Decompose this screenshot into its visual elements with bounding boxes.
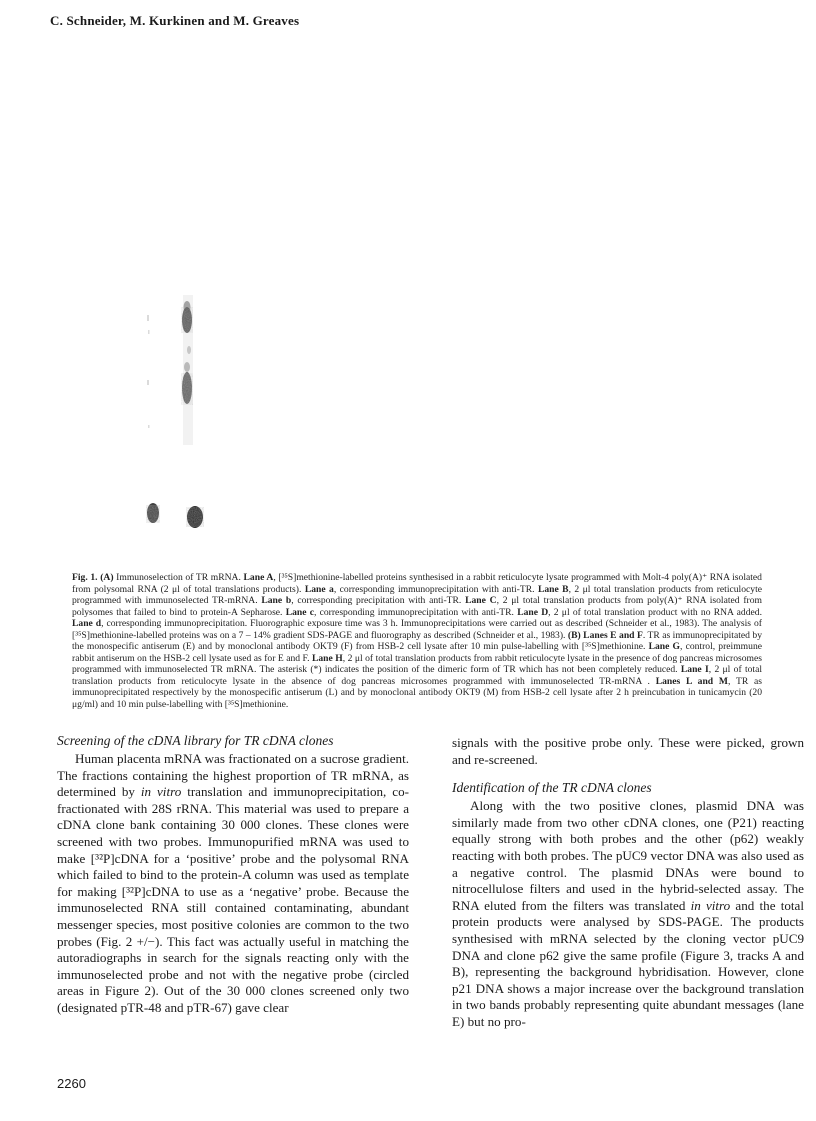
figure-caption xyxy=(72,572,762,711)
caption-text: , corresponding immunoprecipitation with anti-TR. xyxy=(313,606,518,618)
caption-lane-label: Lane B xyxy=(537,583,569,595)
caption-text: , TR as immunoprecipitated respectively by the monospecific antiserum (L) and by monoclonal antibody OKT9 (M) from HSB-2 cell lysate after 2 h preincubation in tunicamycin (20 μg/ml) and 10 min pulse-labelling with [³⁵S]methionine. xyxy=(72,675,762,711)
caption-text: , corresponding precipitation with anti-TR. xyxy=(291,595,466,607)
caption-lane-label: Lanes E and F xyxy=(583,629,643,641)
caption-lane-label: Lane D xyxy=(517,606,549,618)
section-heading-identification: Identification of the TR cDNA clones xyxy=(452,780,652,796)
caption-part-b: (B) xyxy=(567,629,581,641)
caption-text: . TR as immunoprecipitated by the monospecific antiserum (E) and by monoclonal antibody OKT9 (F) from HSB-2 cell lysate after 10 min pulse-labelling with [³⁵S]methionine. xyxy=(72,629,762,653)
paragraph-screening xyxy=(57,751,409,1017)
caption-text: , corresponding immunoprecipitation. Fluorographic exposure time was 3 h. Immunoprecipitations were carried out as described (Schneider et al., 1983). The analysis of [³⁵S]methionine-labelled proteins was on a 7 – 14% gradient SDS-PAGE and fluorography as described (Schneider et al., 1983). xyxy=(72,618,762,641)
paragraph-text: and the total protein products were analysed by SDS-PAGE. The products synthesised with mRNA selected by the cloning vector pUC9 DNA and clone p62 give the same profile (Figure 3, tracks A and B), representing the background hybridisation. However, clone p21 DNA shows a major increase over the background translation in two bands probably representing quite abundant messages (lane E) but no pro- xyxy=(452,897,804,1029)
paragraph-text: translation and immunoprecipitation, co-fractionated with 28S rRNA. This material was used to prepare a cDNA clone bank containing 30 000 clones. These clones were screened with two probes. Immunopurified mRNA was used to make [³²P]cDNA for a ‘positive’ probe and the polysomal RNA which failed to bind to the protein-A column was used as template for making [³²P]cDNA to use as a ‘negative’ probe. Because the immunoselected RNA still contained contaminating, abundant messenger species, most positive colonies are common to the two probes (Fig. 2 +/−). This fact was actually useful in matching the autoradiographs in search for the signals reacting only with the immunoselected probe and not with the negative probe (circled areas in Figure 2). Out of the 30 000 clones screened only two (designated pTR-48 and pTR-67) gave clear xyxy=(57,784,409,1015)
caption-lane-label: Lane b xyxy=(261,595,292,607)
caption-text: , [³⁵S]methionine-labelled proteins synthesised in a rabbit reticulocyte lysate programmed with Molt-4 poly(A)⁺ RNA isolated from polysomal RNA (2 μl of total translations products). xyxy=(72,572,762,595)
left-column xyxy=(57,733,409,1017)
caption-lane-label: Lane d xyxy=(72,618,102,630)
page-number: 2260 xyxy=(57,1076,86,1091)
caption-text: , 2 μl total translation products from reticulocyte programmed with immunoselected TR-mRNA. xyxy=(72,583,762,607)
caption-text: , 2 μl total translation products from poly(A)⁺ RNA isolated from polysomes that failed to bind to protein-A Sepharose. xyxy=(72,595,762,618)
caption-lane-label: Lane I xyxy=(680,664,709,676)
caption-text: , control, preimmune rabbit antiserum on the HSB-2 cell lysate used as for E and F. xyxy=(72,641,762,664)
caption-lane-label: Lane A xyxy=(243,572,274,583)
paragraph-italic: in vitro xyxy=(140,784,182,800)
right-column xyxy=(452,735,804,1031)
caption-lane-label: Lane c xyxy=(285,606,314,618)
caption-lane-label: Lane a xyxy=(304,583,334,595)
caption-text: , 2 μl of total translation product with no RNA added. xyxy=(548,606,762,618)
paragraph-text: Along with the two positive clones, plasmid DNA was similarly made from two other cDNA clones, one (P21) reacting equally strong with both probes and the other (p62) weakly reacting with both probes. The pUC9 vector DNA was also used as a negative control. The plasmid DNAs were bound to nitrocellulose filters and used in the hybrid-selected assay. The RNA eluted from the filters was translated xyxy=(452,798,804,913)
gel-lane-left xyxy=(147,315,150,428)
gel-autoradiograph-figure xyxy=(120,285,240,530)
caption-text: , 2 μl of total translation products from reticulocyte lysate in the absence of dog pancreas microsomes programmed with immunoselected TR-mRNA . xyxy=(72,664,763,687)
paragraph-italic: in vitro xyxy=(690,897,731,913)
caption-lane-label: Lane G xyxy=(648,641,680,653)
gel-image xyxy=(120,285,240,530)
caption-lane-label: Lane C xyxy=(465,595,497,607)
caption-fig-label: Fig. 1. xyxy=(72,572,98,583)
caption-part-a: (A) xyxy=(100,572,114,583)
caption-lane-label: Lanes L and M xyxy=(655,675,728,687)
caption-lane-label: Lane H xyxy=(311,652,343,664)
running-header-authors: C. Schneider, M. Kurkinen and M. Greaves xyxy=(50,13,300,28)
caption-text: Immunoselection of TR mRNA. xyxy=(113,572,244,583)
paragraph-identification xyxy=(452,798,804,1030)
caption-text: , corresponding immunoprecipitation with anti-TR. xyxy=(333,583,538,595)
caption-text: , 2 μl of total translation products from rabbit reticulocyte lysate in the presence of dog pancreas microsomes programmed with immunoselected TR mRNA. The asterisk (*) indicates the position of the dimeric form of TR which has not been completely reduced. xyxy=(72,652,763,676)
section-heading-screening: Screening of the cDNA library for TR cDNA clones xyxy=(57,733,334,748)
paragraph-continuation: signals with the positive probe only. These were picked, grown and re-screened. xyxy=(452,735,804,767)
paragraph-text: Human placenta mRNA was fractionated on a sucrose gradient. The fractions containing the highest proportion of TR mRNA, as determined by xyxy=(57,751,409,800)
